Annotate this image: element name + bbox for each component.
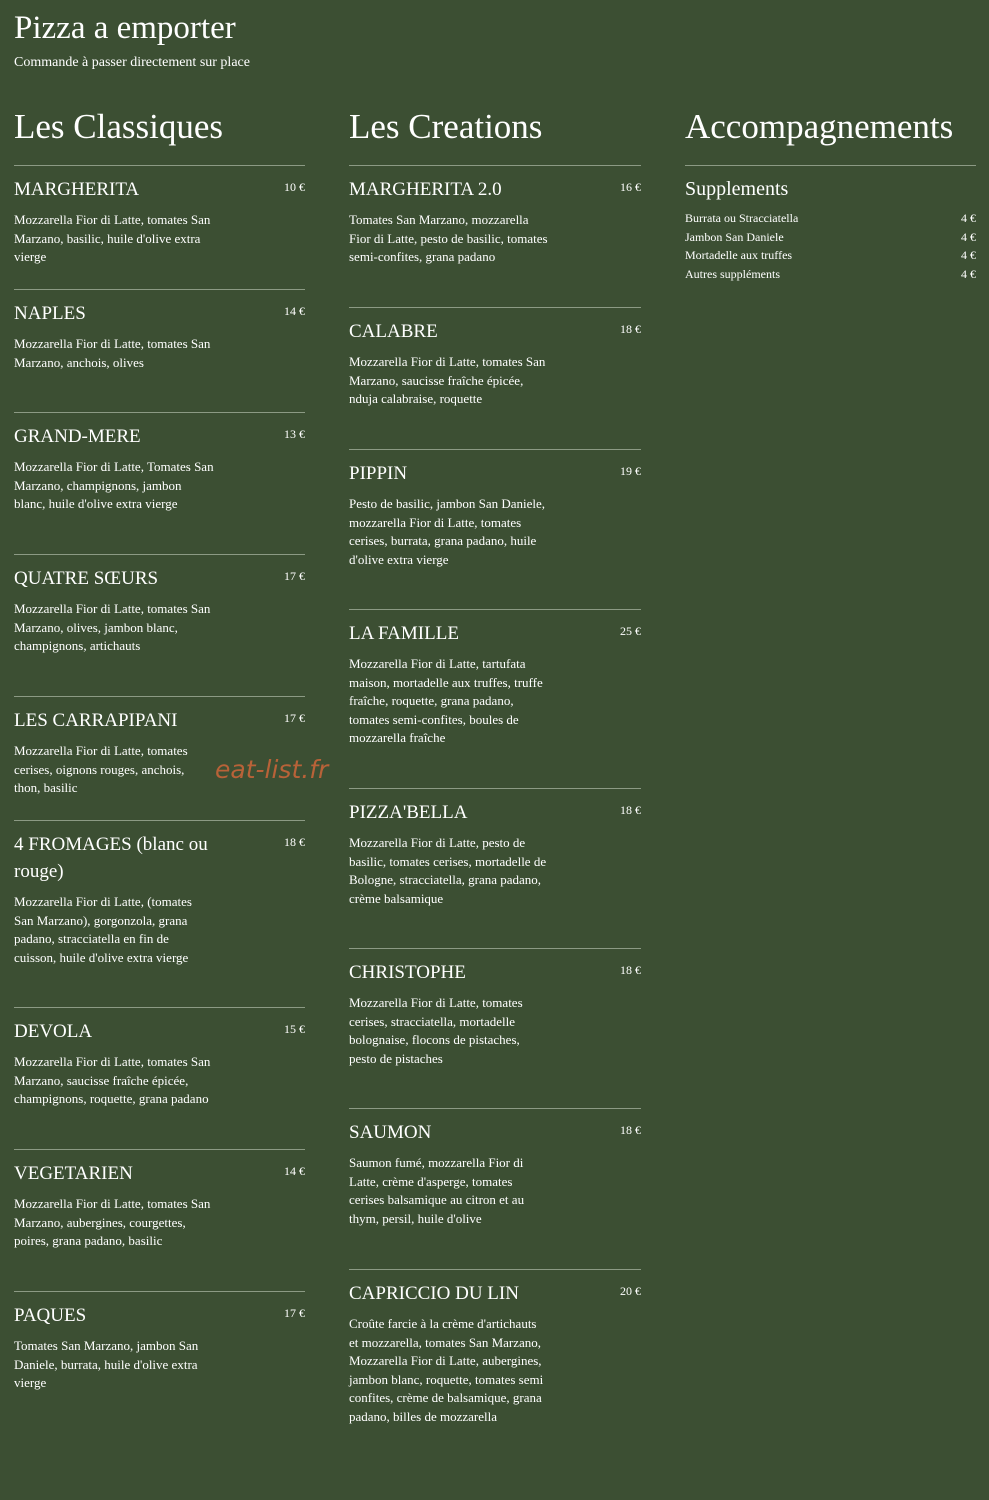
menu-item [14, 1292, 305, 1432]
menu-item-price: 16 € [620, 180, 641, 194]
menu-item-name: MARGHERITA 2.0 [349, 179, 502, 200]
menu-item-description: Mozzarella Fior di Latte, pesto de basilic, tomates cerises, mortadelle de Bologne, stracciatella, grana padano, crème balsamique [349, 835, 547, 906]
supplement-row [685, 209, 976, 228]
menu-item-price: 18 € [284, 835, 305, 849]
menu-item-price: 20 € [620, 1284, 641, 1298]
menu-item-price: 10 € [284, 180, 305, 194]
section-heading-accompagnements: Accompagnements [685, 104, 976, 166]
menu-item-description: Mozzarella Fior di Latte, Tomates San Marzano, champignons, jambon blanc, huile d'olive extra vierge [14, 459, 214, 511]
menu-item-name: VEGETARIEN [14, 1163, 133, 1184]
menu-item-header [14, 176, 305, 203]
menu-item-description: Pesto de basilic, jambon San Daniele, mozzarella Fior di Latte, tomates cerises, burrata, grana padano, huile d'olive extra vierge [349, 496, 546, 567]
supplement-row [685, 228, 976, 247]
page-subtitle: Commande à passer directement sur place [14, 55, 250, 70]
menu-item [14, 821, 305, 1008]
menu-item-price: 15 € [284, 1022, 305, 1036]
menu-item-description: Mozzarella Fior di Latte, tomates San Marzano, saucisse fraîche épicée, nduja calabraise, roquette [349, 354, 546, 406]
menu-item [349, 166, 641, 308]
menu-item-name: CHRISTOPHE [349, 962, 466, 983]
supplement-price: 4 € [961, 229, 976, 244]
menu-item-header [349, 620, 641, 647]
menu-item [14, 1150, 305, 1292]
section-heading-creations: Les Creations [349, 104, 641, 166]
menu-item [349, 610, 641, 789]
menu-item-description: Mozzarella Fior di Latte, tomates San Marzano, basilic, huile d'olive extra vierge [14, 212, 211, 264]
menu-item-name: CALABRE [349, 321, 438, 342]
supplement-price: 4 € [961, 211, 976, 225]
supplement-price: 4 € [961, 266, 976, 281]
section-heading-classiques: Les Classiques [14, 104, 305, 166]
menu-item-header [349, 318, 641, 345]
supplement-name: Mortadelle aux truffes [685, 248, 793, 262]
menu-item-price: 19 € [620, 464, 641, 478]
menu-item-description: Mozzarella Fior di Latte, tartufata maison, mortadelle aux truffes, truffe fraîche, roquette, grana padano, tomates semi-confites, boules de mozzarella fraîche [349, 656, 543, 745]
menu-item-description: Mozzarella Fior di Latte, tomates San Marzano, anchois, olives [14, 336, 211, 370]
supplement-price: 4 € [961, 248, 976, 262]
menu-item-price: 17 € [284, 711, 305, 725]
menu-item-header [14, 565, 305, 592]
menu-item [349, 1109, 641, 1270]
menu-item-name: LA FAMILLE [349, 623, 459, 644]
menu-item-description: Mozzarella Fior di Latte, tomates San Marzano, aubergines, courgettes, poires, grana padano, basilic [14, 1196, 211, 1248]
page-title: Pizza a emporter [14, 10, 236, 46]
menu-item [349, 789, 641, 949]
supplements-list [685, 209, 976, 283]
supplement-row [685, 246, 976, 265]
watermark-text: eat-list.fr [215, 755, 329, 784]
menu-item-header [14, 1018, 305, 1045]
menu-item-header [349, 176, 641, 203]
menu-item-name: NAPLES [14, 303, 86, 324]
column-accompagnements [685, 104, 976, 283]
menu-item-name: QUATRE SŒURS [14, 568, 159, 589]
menu-item-name: PIZZA'BELLA [349, 802, 468, 823]
menu-item-price: 14 € [284, 1164, 305, 1178]
menu-item-price: 17 € [284, 1306, 305, 1320]
menu-item-description: Saumon fumé, mozzarella Fior di Latte, crème d'asperge, tomates cerises balsamique au citron et au thym, persil, huile d'olive [349, 1155, 525, 1226]
menu-item-price: 18 € [620, 1123, 641, 1137]
menu-item [14, 555, 305, 697]
menu-item [14, 1008, 305, 1150]
menu-item-header [14, 831, 305, 885]
menu-item-header [14, 1160, 305, 1187]
menu-item-name: MARGHERITA [14, 179, 140, 200]
menu-item-description: Mozzarella Fior di Latte, tomates cerises, oignons rouges, anchois, thon, basilic [14, 743, 188, 795]
menu-item-description: Mozzarella Fior di Latte, tomates San Marzano, saucisse fraîche épicée, champignons, roquette, grana padano [14, 1054, 211, 1106]
menu-item-price: 18 € [620, 322, 641, 336]
menu-item-name: DEVOLA [14, 1021, 93, 1042]
menu-item-header [349, 959, 641, 986]
menu-item-name: SAUMON [349, 1122, 432, 1143]
menu-item-header [14, 707, 305, 734]
menu-item [349, 450, 641, 610]
supplements-title: Supplements [685, 178, 789, 200]
menu-item-header [14, 300, 305, 327]
menu-item-header [14, 1302, 305, 1329]
menu-item [14, 290, 305, 413]
menu-item-description: Tomates San Marzano, jambon San Daniele, burrata, huile d'olive extra vierge [14, 1338, 199, 1390]
supplement-name: Autres suppléments [685, 266, 780, 281]
menu-item [14, 413, 305, 555]
column-creations [349, 104, 641, 1490]
menu-item-name: CAPRICCIO DU LIN [349, 1283, 519, 1304]
menu-item-price: 14 € [284, 304, 305, 318]
menu-item-description: Mozzarella Fior di Latte, (tomates San Marzano), gorgonzola, grana padano, stracciatella en fin de cuisson, huile d'olive extra vierge [14, 894, 192, 965]
supplement-name: Jambon San Daniele [685, 229, 784, 244]
menu-item-description: Mozzarella Fior di Latte, tomates San Marzano, olives, jambon blanc, champignons, artichauts [14, 601, 211, 653]
menu-item-price: 13 € [284, 427, 305, 441]
menu-item-price: 17 € [284, 569, 305, 583]
menu-item-header [349, 1280, 641, 1307]
menu-item-name: 4 FROMAGES (blanc ou rouge) [14, 834, 208, 882]
menu-item [349, 949, 641, 1109]
menu-item-price: 18 € [620, 963, 641, 977]
menu-item-header [349, 460, 641, 487]
menu-item [349, 1270, 641, 1490]
menu-item-price: 25 € [620, 624, 641, 638]
menu-item [14, 166, 305, 290]
menu-item-description: Mozzarella Fior di Latte, tomates cerises, stracciatella, mortadelle bolognaise, flocons de pistaches, pesto de pistaches [349, 995, 523, 1066]
menu-item-name: PAQUES [14, 1305, 87, 1326]
menu-item [349, 308, 641, 450]
menu-item-header [349, 799, 641, 826]
menu-item-header [349, 1119, 641, 1146]
menu-item-description: Croûte farcie à la crème d'artichauts et mozzarella, tomates San Marzano, Mozzarella Fior di Latte, aubergines, jambon blanc, roquette, tomates semi confites, crème de balsamique, grana padano, billes de mozzarella [349, 1316, 544, 1424]
menu-item-name: LES CARRAPIPANI [14, 710, 178, 731]
menu-item-description: Tomates San Marzano, mozzarella Fior di Latte, pesto de basilic, tomates semi-confites, grana padano [349, 212, 548, 264]
menu-item-name: GRAND-MERE [14, 426, 141, 447]
menu-item-name: PIPPIN [349, 463, 408, 484]
supplement-name: Burrata ou Stracciatella [685, 211, 799, 225]
supplement-row [685, 265, 976, 284]
menu-item-price: 18 € [620, 803, 641, 817]
menu-item-header [14, 423, 305, 450]
